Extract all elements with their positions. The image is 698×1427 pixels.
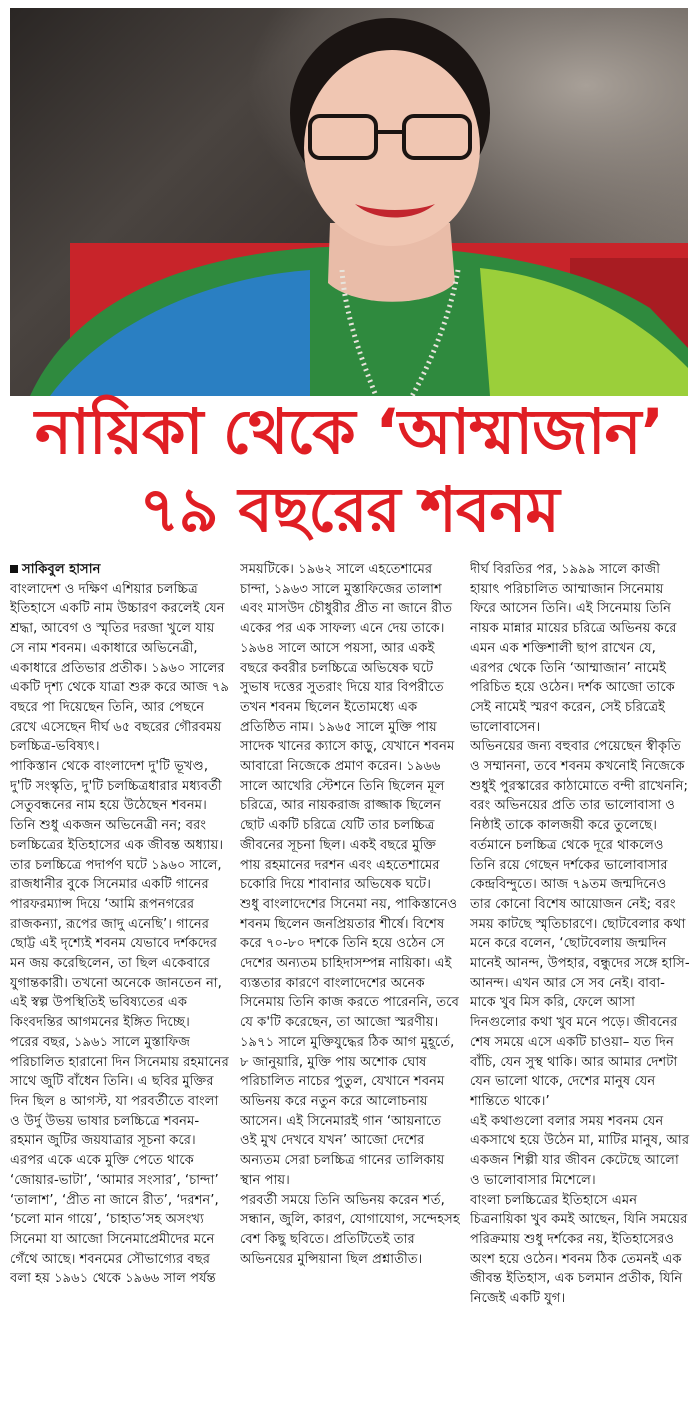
- paragraph: ১৯৭১ সালে মুক্তিযুদ্ধের ঠিক আগ মুহূর্তে, ৮ জানুয়ারি, মুক্তি পায় অশোক ঘোষ পরিচালিত নাচের পুতুল, যেখানে শবনম অভিনয় করে নতুন করে আলোচনায় আসেন। এই সিনেমারই গান ‘আয়নাতে ওই মুখ দেখবে যখন’ আজো দেশের অন্যতম সেরা চলচ্চিত্র গানের তালিকায় স্থান পায়।: [240, 1034, 455, 1188]
- paragraph: অভিনয়ের জন্য বহুবার পেয়েছেন স্বীকৃতি ও সম্মাননা, তবে শবনম কখনোই নিজেকে শুধুই পুরস্কারের কাঠামোতে বন্দী রাখেননি; বরং অভিনয়ের প্রতি তার ভালোবাসা ও নিষ্ঠাই তাকে কালজয়ী করে তুলেছে। বর্তমানে চলচ্চিত্র থেকে দূরে থাকলেও তিনি রয়ে গেছেন দর্শকের ভালোবাসার কেন্দ্রবিন্দুতে। আজ ৭৯তম জন্মদিনেও তার কোনো বিশেষ আয়োজন নেই; বরং সময় কাটছে স্মৃতিচারণে। ছোটবেলার কথা মনে করে বলেন, ‘ছোটবেলায় জন্মদিন মানেই আনন্দ, উপহার, বন্ধুদের সঙ্গে হাসি-আনন্দ। এখন আর সে সব নেই। বাবা-মাকে খুব মিস করি, ফেলে আসা দিনগুলোর কথা খুব মনে পড়ে। জীবনের শেষ সময়ে এসে একটি চাওয়া– যত দিন বাঁচি, যেন সুস্থ থাকি। আর আমার দেশটা যেন ভালো থাকে, দেশের মানুষ যেন শান্তিতে থাকে।’: [470, 739, 690, 1109]
- paragraph: শুধু বাংলাদেশের সিনেমা নয়, পাকিস্তানেও শবনম ছিলেন জনপ্রিয়তার শীর্ষে। বিশেষ করে ৭০-৮০ দশকে তিনি হয়ে ওঠেন সে দেশের অন্যতম চাহিদাসম্পন্ন নায়িকা। এই ব্যস্ততার কারণে বাংলাদেশের অনেক সিনেমায় তিনি কাজ করতে পারেননি, তবে যে ক'টি করেছেন, তা আজো স্মরণীয়।: [240, 896, 459, 1031]
- headline-line-2: ৭৯ বছরের শবনম: [139, 473, 559, 546]
- paragraph: সময়টিকে। ১৯৬২ সালে এহতেশামের চান্দা, ১৯৬৩ সালে মুস্তাফিজের তালাশ এবং মাসউদ চৌধুরীর প্রীত না জানে রীত একের পর এক সাফল্য এনে দেয় তাকে। ১৯৬৪ সালে আসে পয়সা, আর একই বছরে কবরীর চলচ্চিত্রে অভিষেক ঘটে সুভাষ দত্তের সুতরাং দিয়ে যার বিপরীতে তখন শবনম ছিলেন ইতোমধ্যে এক প্রতিষ্ঠিত নাম। ১৯৬৫ সালে মুক্তি পায় সাদেক খানের ক্যাসে কাড়ু, যেখানে শবনম আবারো নিজেকে প্রমাণ করেন। ১৯৬৬ সালে আখেরি স্টেশনে তিনি ছিলেন মূল চরিত্রে, আর নায়করাজ রাজ্জাক ছিলেন ছোট একটি চরিত্রে যেটি তার চলচ্চিত্র জীবনের সূচনা ছিল। একই বছরে মুক্তি পায় রহমানের দরশন এবং এহতেশামের চকোরি দিয়ে শাবানার অভিষেক ঘটে।: [240, 562, 455, 893]
- byline: [10, 560, 230, 580]
- headline-line-1: নায়িকা থেকে ‘আম্মাজান’: [34, 395, 664, 468]
- paragraph: দীর্ঘ বিরতির পর, ১৯৯৯ সালে কাজী হায়াৎ পরিচালিত আম্মাজান সিনেমায় ফিরে আসেন তিনি। এই সিনেমায় তিনি নায়ক মান্নার মায়ের চরিত্রে অভিনয় করে এমন এক শক্তিশালী ছাপ রাখেন যে, এরপর থেকে তিনি ‘আম্মাজান’ নামেই পরিচিত হয়ে ওঠেন। দর্শক আজো তাকে সেই নামেই স্মরণ করেন, সেই চরিত্রেই ভালোবাসেন।: [470, 562, 677, 735]
- paragraph: এই কথাগুলো বলার সময় শবনম যেন একসাথে হয়ে উঠেন মা, মাটির মানুষ, আর একজন শিল্পী যার জীবন কেটেছে আলো ও ভালোবাসার মিশেলে।: [470, 1113, 690, 1188]
- article-body: [10, 560, 690, 1420]
- paragraph: বাংলা চলচ্চিত্রের ইতিহাসে এমন চিত্রনায়িকা খুব কমই আছেন, যিনি সময়ের পরিক্রমায় শুধু দর্শকের নয়, ইতিহাসেরও অংশ হয়ে ওঠেন। শবনম ঠিক তেমনই এক জীবন্ত ইতিহাস, এক চলমান প্রতীক, যিনি নিজেই একটি যুগ।: [470, 1192, 688, 1307]
- byline-author: সাকিবুল হাসান: [22, 562, 101, 577]
- article-column-1: [10, 560, 230, 1420]
- paragraph: পরের বছর, ১৯৬১ সালে মুস্তাফিজ পরিচালিত হারানো দিন সিনেমায় রহমানের সাথে জুটি বাঁধেন তিনি। এ ছবির মুক্তির দিন ছিল ৪ আগস্ট, যা পরবর্তীতে বাংলা ও উর্দু উভয় ভাষার চলচ্চিত্রে শবনম-রহমান জুটির জয়যাত্রার সূচনা করে। এরপর একে একে মুক্তি পেতে থাকে ‘জোয়ার-ভাটা’, ‘আমার সংসার’, ‘চান্দা’ ‘তালাশ’, ‘প্রীত না জানে রীত’, ‘দরশন’, ‘চলো মান গায়ে’, ‘চাহাত’সহ অসংখ্য সিনেমা যা আজো সিনেমাপ্রেমীদের মনে গেঁথে আছে। শবনমের সৌভাগ্যের বছর বলা হয় ১৯৬১ থেকে ১৯৬৬ সাল পর্যন্ত: [10, 1034, 229, 1287]
- paragraph: বাংলাদেশ ও দক্ষিণ এশিয়ার চলচ্চিত্র ইতিহাসে একটি নাম উচ্চারণ করলেই যেন শ্রদ্ধা, আবেগ ও স্মৃতির দরজা খুলে যায় সে নাম শবনম। একাধারে অভিনেত্রী, একাধারে প্রতিভার প্রতীক। ১৯৬০ সালের একটি দৃশ্য থেকে যাত্রা শুরু করে আজ ৭৯ বছরে পা দিয়েছেন তিনি, আর পেছনে রেখে এসেছেন দীর্ঘ ৬৫ বছরের গৌরবময় চলচ্চিত্র-ভবিষ্যৎ।: [10, 581, 230, 755]
- portrait-illustration: [10, 8, 688, 396]
- paragraph: পরবর্তী সময়ে তিনি অভিনয় করেন শর্ত, সন্ধান, জুলি, কারণ, যোগাযোগ, সন্দেহসহ বেশ কিছু ছবিতে। প্রতিটিতেই তার অভিনয়ের মুন্সিয়ানা ছিল প্রশ্নাতীত।: [240, 1192, 460, 1267]
- bullet-icon: [10, 565, 18, 573]
- paragraph: পাকিস্তান থেকে বাংলাদেশ দু'টি ভূখণ্ড, দু'টি সংস্কৃতি, দু'টি চলচ্চিত্রধারার মধ্যবর্তী সেতুবন্ধনের নাম হয়ে উঠেছেন শবনম। তিনি শুধু একজন অভিনেত্রী নন; বরং চলচ্চিত্রের ইতিহাসের এক জীবন্ত অধ্যায়।: [10, 759, 224, 853]
- headline: [0, 392, 698, 552]
- portrait-photo: [10, 8, 688, 396]
- article-column-3: [470, 560, 690, 1420]
- paragraph: তার চলচ্চিত্রে পদার্পণ ঘটে ১৯৬০ সালে, রাজধানীর বুকে সিনেমার একটি গানের পারফরম্যান্স দিয়ে ‘আমি রূপনগরের রাজকন্যা, রূপের জাদু এনেছি’। গানের ছোট্ট এই দৃশ্যেই শবনম যেভাবে দর্শকদের মন জয় করেছিলেন, তা ছিল একেবারে যুগান্তকারী। তখনো অনেকে জানতেন না, এই স্বল্প উপস্থিতিই ভবিষ্যতের এক কিংবদন্তির আগমনের ইঙ্গিত দিচ্ছে।: [10, 857, 222, 1031]
- article-column-2: [240, 560, 460, 1420]
